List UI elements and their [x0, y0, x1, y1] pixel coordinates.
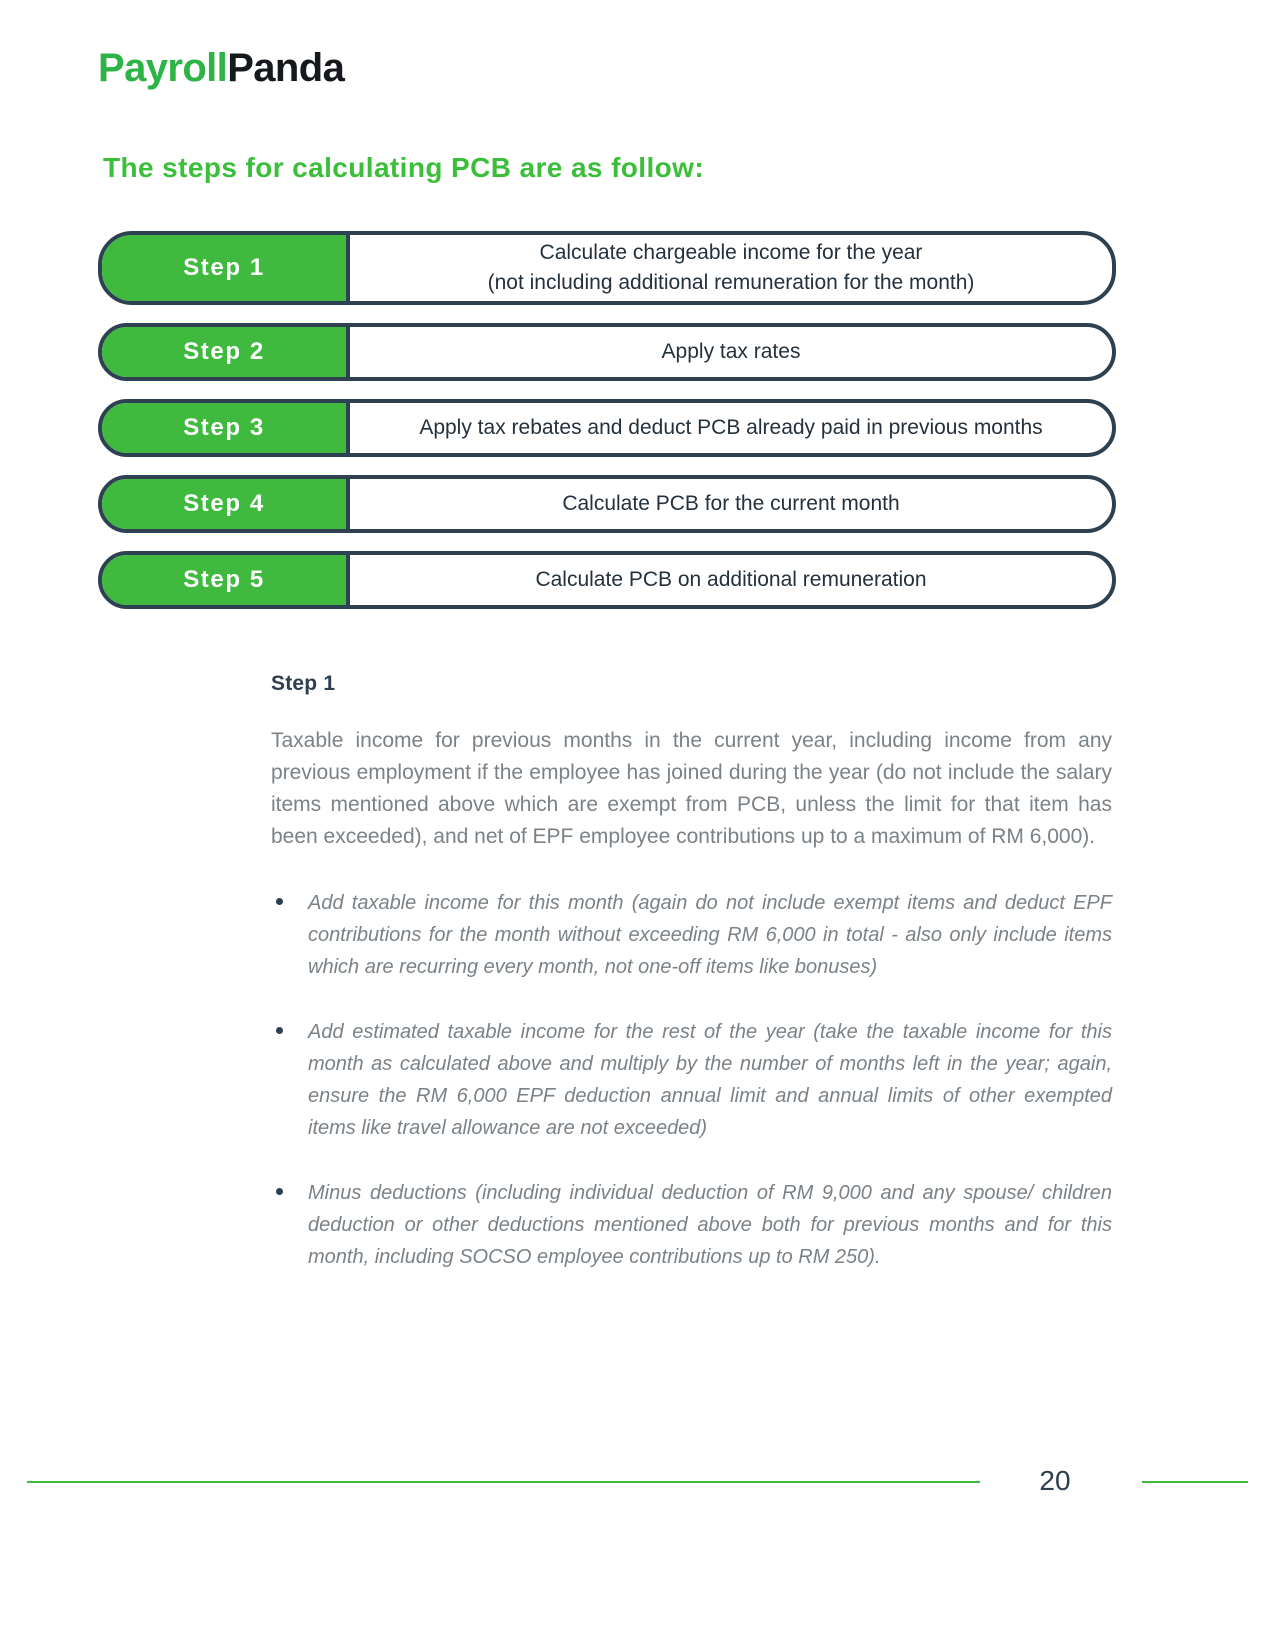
step-description-line1: Calculate chargeable income for the year	[539, 240, 923, 264]
step-description-1	[350, 235, 1112, 301]
step-label-1: Step 1	[102, 235, 350, 301]
steps-list	[98, 231, 1116, 627]
step-label-4: Step 4	[102, 479, 350, 529]
page-footer	[0, 1457, 1275, 1517]
step-description-line1: Apply tax rates	[661, 339, 801, 363]
step-description-line1: Apply tax rebates and deduct PCB already paid in previous months	[419, 415, 1043, 439]
body-content	[271, 672, 1112, 1273]
brand-logo	[98, 48, 344, 88]
step-description-line1: Calculate PCB on additional remuneration	[535, 567, 927, 591]
step-description-5	[350, 555, 1112, 605]
step-label-3: Step 3	[102, 403, 350, 453]
page-title: The steps for calculating PCB are as follow:	[103, 152, 705, 183]
section-paragraph: Taxable income for previous months in the current year, including income from any previous employment if the employee has joined during the year (do not include the salary items mentioned above which are exempt from PCB, unless the limit for that item has been exceeded), and net of EPF employee contributions up to a maximum of RM 6,000).	[271, 729, 1112, 848]
list-item-text: Add taxable income for this month (again do not include exempt items and deduct EPF contributions for the month without exceeding RM 6,000 in total - also only include items which are recurring every month, not one-off items like bonuses)	[308, 891, 1112, 978]
list-item	[271, 887, 1112, 983]
footer-rule-left	[27, 1481, 980, 1483]
list-item	[271, 1016, 1112, 1144]
step-label-5: Step 5	[102, 555, 350, 605]
step-description-line2: (not including additional remuneration for the month)	[487, 271, 975, 294]
step-row	[98, 551, 1116, 609]
step-description-2	[350, 327, 1112, 377]
bullet-dot-icon	[276, 898, 283, 905]
step-description-line1: Calculate PCB for the current month	[562, 491, 900, 515]
step-description-4	[350, 479, 1112, 529]
footer-rule-right	[1142, 1481, 1248, 1483]
step-row	[98, 231, 1116, 305]
step-row	[98, 399, 1116, 457]
logo-text-panda: Panda	[227, 46, 345, 90]
page-number: 20	[1039, 1465, 1071, 1496]
bullet-dot-icon	[276, 1027, 283, 1034]
step-label-2: Step 2	[102, 327, 350, 377]
step-description-3	[350, 403, 1112, 453]
list-item-text: Add estimated taxable income for the rest of the year (take the taxable income for this month as calculated above and multiply by the number of months left in the year; again, ensure the RM 6,000 EPF deduction annual limit and annual limits of other exempted items like travel allowance are not exceeded)	[308, 1020, 1112, 1139]
bullet-list	[271, 887, 1112, 1273]
list-item	[271, 1177, 1112, 1273]
step-row	[98, 323, 1116, 381]
bullet-dot-icon	[276, 1188, 283, 1195]
logo-text-payroll: Payroll	[98, 46, 228, 90]
list-item-text: Minus deductions (including individual deduction of RM 9,000 and any spouse/ children deduction or other deductions mentioned above both for previous months and for this month, including SOCSO employee contributions up to RM 250).	[308, 1181, 1112, 1268]
step-row	[98, 475, 1116, 533]
section-subheading: Step 1	[271, 672, 336, 695]
